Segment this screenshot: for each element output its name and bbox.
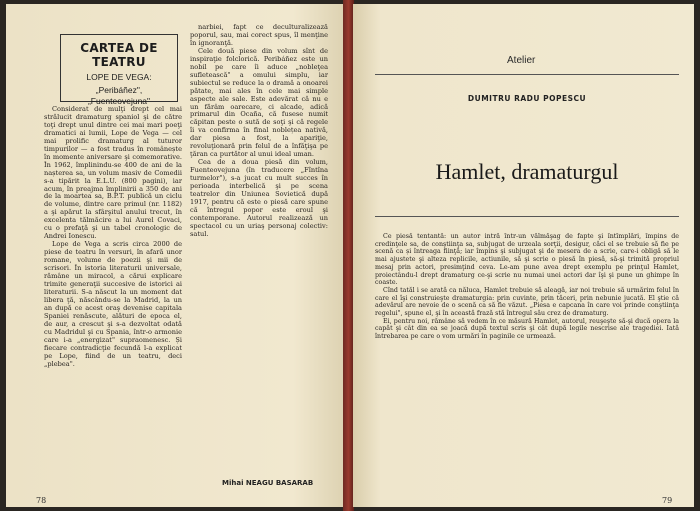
article-title: Hamlet, dramaturgul: [435, 159, 619, 184]
paragraph: Ei, pentru noi, rămâne să vedem în ce măsură Hamlet, autorul, reuşeşte să-şi ducă opera la capăt şi cât din ea se joacă după textul scris şi cât după legile nescrise ale tragediei. Iată întrebarea pe care o vom urmări în paginile ce urmează.: [375, 317, 679, 341]
paragraph: Cele două piese din volum sînt de inspiraţie folclorică. Peribáñez este un nobil pe care îi aduce „nobleţea sufletească" a omului simplu, iar subiectul se reduce la o dramă a onoarei pătate, mai ales în cele mai simple aspecte ale sale. Este adevărat că nu e un fărâm oarecare, ci alcade, adică primarul din Ocaña, că fusese numit căpitan peste o sută de soţi şi că regele îi va confirma în final noblețea nativă, dar piesa a fost, la apariţie, revoluţionară prin felul de a înfăţişa pe ţăran ca purtător al unui ideal uman.: [190, 46, 328, 159]
paragraph: Lope de Vega a scris circa 2000 de piese de teatru în versuri, în afară unor romane, volume de poezii şi mii de scrisori. În istoria literaturii universale, rămâne un miracol, a cărui explicare trimite generaţii succesive de istorici ai literaturii. S-a născut la un moment dat libera ţă, născându-se la Madrid, la un an după ce acest oraş devenise capitala Spaniei renăscute, alături de epoca el, de aur, a crescut şi s-a dezvoltat odată cu Madridul şi cu Spania, într-o armonie care i-a „energizat" supraomenesc. Și fiecare contradicţie fecundă l-a explicat pe Lope, fiind de un teatru, deci „plebea".: [44, 240, 182, 368]
paragraph: Ce piesă tentantă: un autor intră într-un vălmăşag de fapte şi întîmplări, împins de credinţele sa, de conştiinţa sa, subjugat de urzeala sorţii, desigur, căci el se trebuie să fie pe scenă ca și întreaga fiinţă; iar împins şi subjugat şi de mesera de a scrie, care-i obligă să le mai ajustete şi alteza replicile, actiunile, să şi scrie o piesă în piesă, să-şi trimită propriul mesaj prin actori, presimţind ceva. Le-am pune avea drept exemplu pe prinţul Hamlet, proiectându-l drept dramaturg ce-şi scrie nu numai unei actori dar îşi şi pune un ghimpe în coaste.: [375, 233, 679, 287]
right-page: [353, 4, 694, 507]
review-title-1: „Peribáñez",: [95, 85, 143, 95]
paragraph: Cea de a doua piesă din volum, Fuenteovejuna (în traducere „Fîntîna turmelor"), s-a jucat cu mult succes în perioada interbelică şi pe scena teatrelor din Uniunea Sovietică după 1917, pentru că este o piesă care spune că întregul popor este eroul şi contemporane. Autorul realizează un spectacol cu un uriaş personaj colectiv: satul.: [190, 158, 328, 238]
review-signature: Mihai NEAGU BASARAB: [222, 479, 314, 487]
review-box: [60, 34, 178, 106]
left-column-1: [44, 106, 182, 478]
paragraph: Considerat de mulţi drept cel mai strălucit dramaturg spaniol şi de către toţi drept unul dintre cei mai mari poeţi dramatici ai lumii, Lope de Vega — cel mai prolific dramaturg al tuturor timpurilor — a fost tradus în românește în momente aniversare şi comemorative. În 1962, împlinindu-se 400 de ani de la nașterea sa, un volum masiv de Comedii s-a tipărit la E.L.U. (800 pagini), iar acum, în preajma împlinirii a 350 de ani de la moartea sa, B.P.T. publică un ciclu de volume, dintre care primul (nr. 1182) a şi apărut la sfârşitul anului trecut, în excelenta tălmăcire a lui Aurel Covaci, cu o prefaţă şi un tabel cronologic de Andrei Ionescu.: [44, 106, 182, 241]
page-number-left: 78: [36, 496, 47, 505]
divider: [375, 216, 679, 217]
left-column-2: [190, 24, 328, 470]
review-heading: CARTEA DE TEATRU: [80, 41, 158, 69]
paragraph: Cînd tatăl i se arată ca năluca, Hamlet trebuie să aleagă, iar noi trebuie să urmărim felul în care el îşi construieşte dramaturgia: prin cuvinte, prin tăceri, prin nebunie jucată. El ştie că adevărul are nevoie de o scenă ca să fie văzut. „Piesa e capcana în care voi prinde conştiinţa regelui", spune el, şi în această frază stă întregul său crez de dramaturg.: [375, 286, 679, 318]
review-author: LOPE DE VEGA:: [86, 72, 152, 82]
section-label: Atelier: [507, 55, 536, 66]
paragraph: narbiei, fapt ce deculturalizează poporul, sau, mai corect spus, îl menţine în ignoranţă.: [190, 24, 328, 47]
left-page: [6, 4, 344, 507]
divider: [375, 74, 679, 75]
review-titles: [61, 85, 177, 107]
page-number-right: 79: [662, 496, 673, 505]
article-body: [375, 233, 679, 495]
review-title-2: „Fuenteovejuna": [87, 96, 151, 106]
article-author: DUMITRU RADU POPESCU: [467, 94, 587, 103]
